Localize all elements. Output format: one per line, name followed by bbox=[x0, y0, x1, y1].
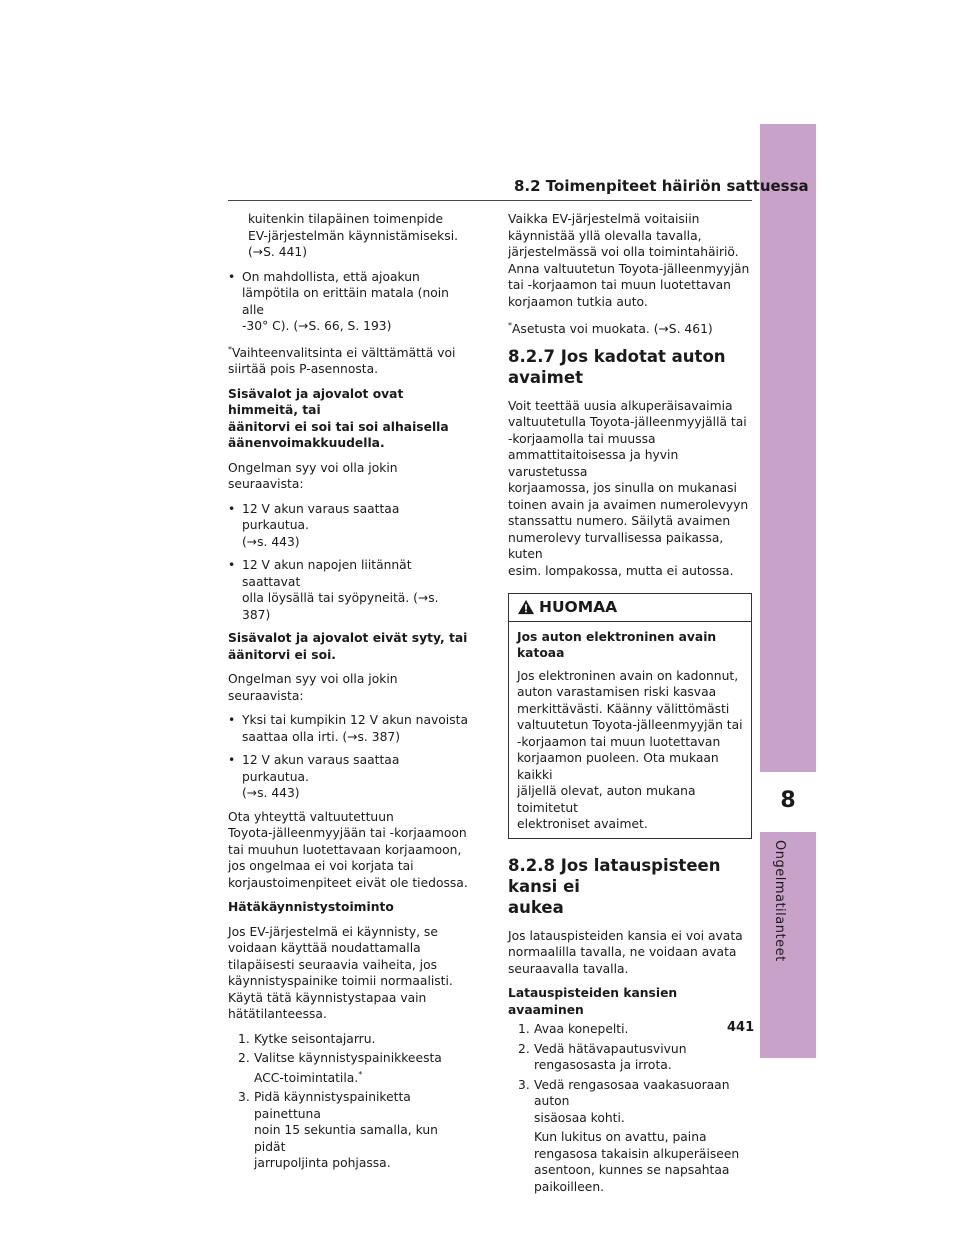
chapter-number: 8 bbox=[780, 788, 796, 813]
page-number: 441 bbox=[727, 1020, 755, 1035]
footnote: *Asetusta voi muokata. (→S. 461) bbox=[508, 321, 713, 337]
subheading: Sisävalot ja ajovalot eivät syty, tai äänitorvi ei soi. bbox=[228, 631, 468, 662]
notice-text: Jos elektroninen avain on kadonnut, auton varastamisen riski kasvaa merkittävästi. Käänny välittömästi valtuutetun Toyota-jälleenmyyjän tai -korjaamon tai muun luotettavan korjaamon puoleen. Ota mukaan kaikki jäljellä olevat, auton mukana toimitetut elektroniset avaimet. bbox=[517, 668, 743, 832]
step-item: 2. Valitse käynnistyspainikkeesta ACC-toimintatila.* bbox=[238, 1051, 442, 1085]
paragraph: Jos latauspisteiden kansia ei voi avata normaalilla tavalla, ne voidaan avata seuraavalla tavalla. bbox=[508, 928, 743, 976]
subheading: Hätäkäynnistystoiminto bbox=[228, 900, 394, 915]
chapter-side-tab bbox=[760, 124, 816, 1058]
notice-header bbox=[509, 594, 751, 622]
header-rule bbox=[228, 200, 752, 201]
notice-box bbox=[508, 593, 752, 839]
subheading: Latauspisteiden kansien avaaminen bbox=[508, 986, 678, 1017]
section-heading-828: 8.2.8 Jos latauspisteen kansi ei aukea bbox=[508, 855, 721, 917]
list-item: • On mahdollista, että ajoakun lämpötila on erittäin matala (noin alle -30° C). (→S. 66, S. 193) bbox=[228, 269, 449, 333]
section-heading-827: 8.2.7 Jos kadotat auton avaimet bbox=[508, 346, 726, 387]
subheading: Sisävalot ja ajovalot ovat himmeitä, tai äänitorvi ei soi tai soi alhaisella äänenvoimakkuudella. bbox=[228, 386, 449, 451]
paragraph: Ongelman syy voi olla jokin seuraavista: bbox=[228, 672, 398, 703]
notice-title: HUOMAA bbox=[539, 598, 618, 617]
step-item: 1. Kytke seisontajarru. bbox=[238, 1031, 376, 1046]
paragraph: Vaikka EV-järjestelmä voitaisiin käynnistää yllä olevalla tavalla, järjestelmässä voi olla toimintahäiriö. Anna valtuutetun Toyota-jälleenmyyjän tai -korjaamon tai muun luotettavan korjaamon tutkia auto. bbox=[508, 212, 750, 309]
paragraph: Voit teettää uusia alkuperäisavaimia valtuutetulla Toyota-jälleenmyyjällä tai -korjaamolla tai muussa ammattitaitoisessa ja hyvin varustetussa korjaamossa, jos sinulla on mukanasi toinen avain ja avaimen numerolevyyn stanssattu numero. Säilytä avaimen numerolevy turvallisessa paikassa, kuten esim. lompakossa, mutta ei autossa. bbox=[508, 398, 749, 578]
paragraph: Jos EV-järjestelmä ei käynnisty, se voidaan käyttää noudattamalla tilapäisesti seuraavia vaiheita, jos käynnistyspainike toimii normaalisti. Käytä tätä käynnistystapaa vain hätätilanteessa. bbox=[228, 924, 453, 1022]
continued-text: kuitenkin tilapäinen toimenpide EV-järjestelmän käynnistämiseksi. (→S. 441) bbox=[248, 212, 459, 259]
step-item: 1. Avaa konepelti. bbox=[518, 1022, 629, 1037]
warning-icon bbox=[517, 599, 535, 615]
notice-body bbox=[509, 622, 751, 838]
paragraph: Ongelman syy voi olla jokin seuraavista: bbox=[228, 460, 398, 492]
notice-subtitle: Jos auton elektroninen avain katoaa bbox=[517, 629, 717, 661]
section-header: 8.2 Toimenpiteet häiriön sattuessa bbox=[514, 177, 809, 195]
left-column bbox=[228, 211, 468, 1175]
right-column bbox=[508, 211, 755, 1198]
paragraph: Ota yhteyttä valtuutettuun Toyota-jälleenmyyjään tai -korjaamoon tai muuhun luotettavaan korjaamoon, jos ongelmaa ei voi korjata tai korjaustoimenpiteet eivät ole tiedossa. bbox=[228, 809, 468, 890]
list-item: • 12 V akun varaus saattaa purkautua. (→s. 443) bbox=[228, 753, 400, 801]
footnote: *Vaihteenvalitsinta ei välttämättä voi siirtää pois P-asennosta. bbox=[228, 344, 456, 377]
list-item: • 12 V akun varaus saattaa purkautua. (→s. 443) bbox=[228, 501, 400, 549]
step-item: 2. Vedä hätävapautusvivun rengasosasta ja irrota. bbox=[518, 1041, 687, 1073]
step-item: 3. Vedä rengasosaa vaakasuoraan auton sisäosaa kohti. bbox=[518, 1077, 730, 1125]
step-note: Kun lukitus on avattu, paina rengasosa takaisin alkuperäiseen asentoon, kunnes se napsahtaa paikoilleen. bbox=[534, 1130, 740, 1194]
list-item: • Yksi tai kumpikin 12 V akun navoista saattaa olla irti. (→s. 387) bbox=[228, 713, 468, 744]
chapter-title: Ongelmatilanteet bbox=[772, 840, 787, 962]
step-item: 3. Pidä käynnistyspainiketta painettuna noin 15 sekuntia samalla, kun pidät jarrupoljinta pohjassa. bbox=[238, 1090, 438, 1171]
list-item: • 12 V akun napojen liitännät saattavat olla löysällä tai syöpyneitä. (→s. 387) bbox=[228, 558, 439, 622]
